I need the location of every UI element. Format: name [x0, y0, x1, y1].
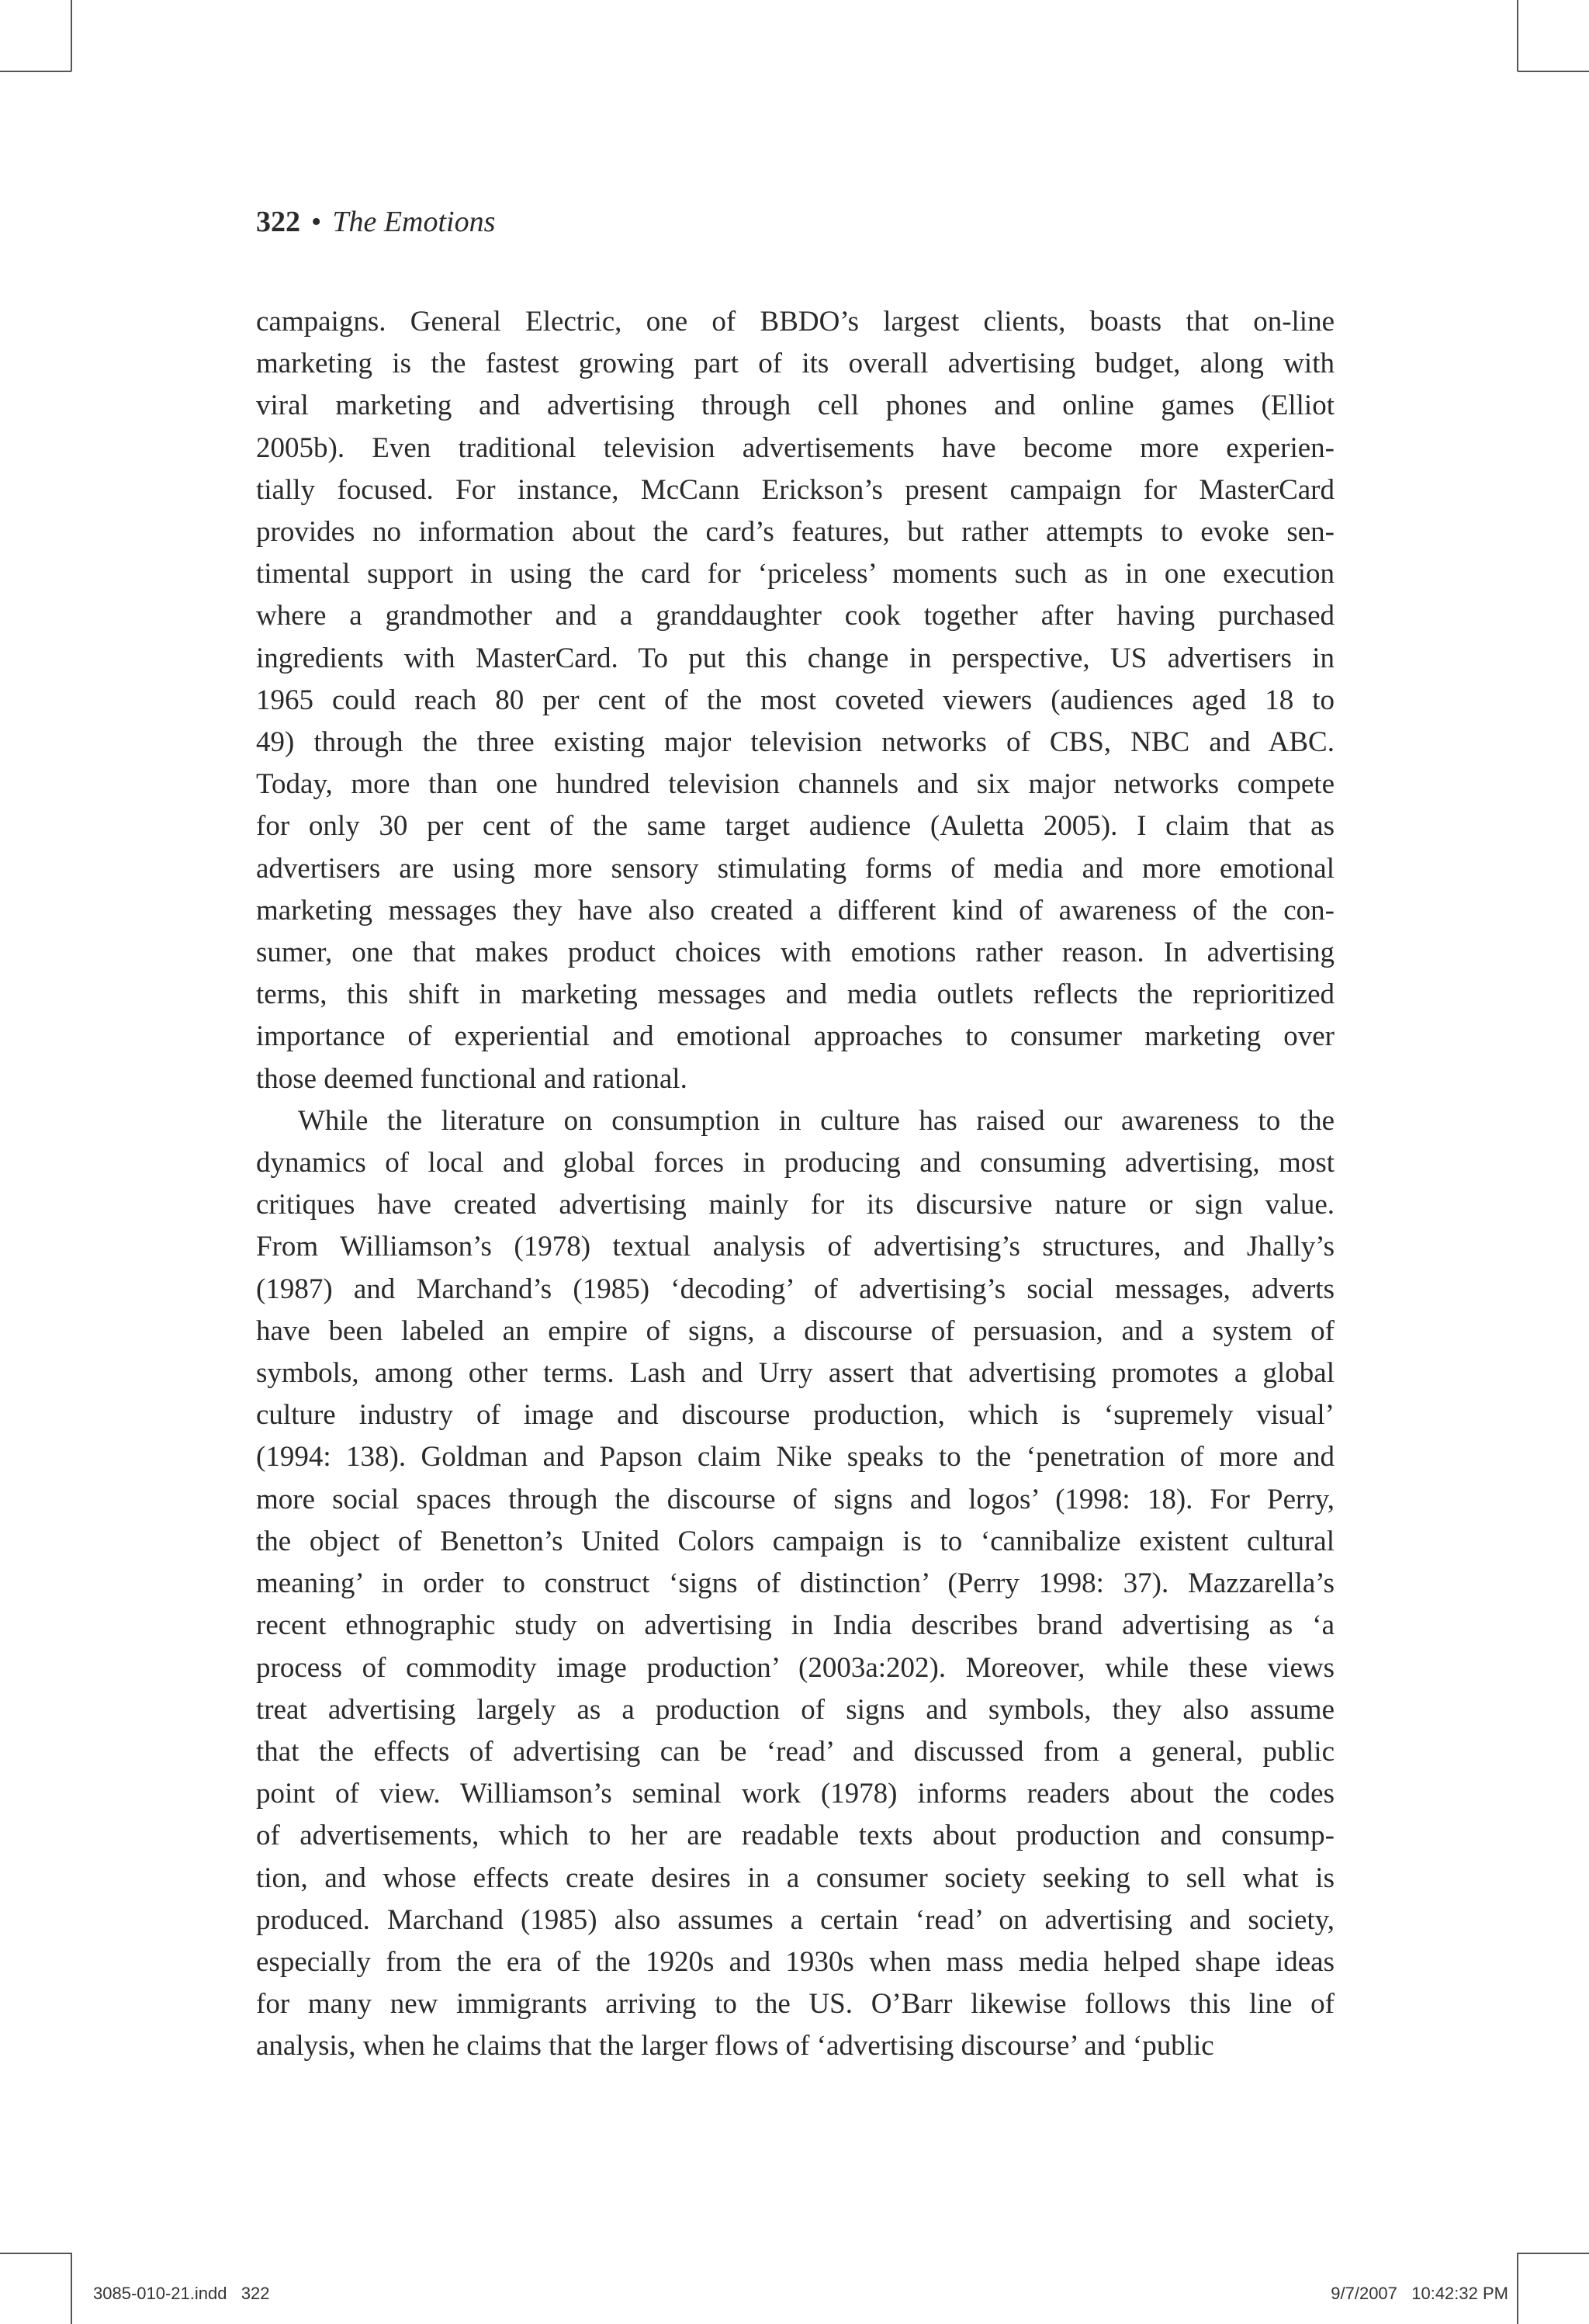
crop-mark-top-left-vertical [71, 0, 72, 71]
text-line: terms, this shift in marketing messages and media outlets reflects the reprioritized [256, 978, 1335, 1011]
text-line: campaigns. General Electric, one of BBDO’s largest clients, boasts that on-line [256, 306, 1335, 338]
text-line: dynamics of local and global forces in producing and consuming advertising, most [256, 1147, 1335, 1179]
text-line: marketing is the fastest growing part of its overall advertising budget, along with [256, 348, 1335, 380]
text-line: tion, and whose effects create desires in a consumer society seeking to sell what is [256, 1862, 1335, 1894]
text-line: process of commodity image production’ (2003a:202). Moreover, while these views [256, 1651, 1335, 1684]
text-line: 1965 could reach 80 per cent of the most coveted viewers (audiences aged 18 to [256, 684, 1335, 716]
body-text [256, 301, 1335, 2068]
text-line: recent ethnographic study on advertising in India describes brand advertising as ‘a [256, 1609, 1335, 1642]
text-line: timental support in using the card for ‘priceless’ moments such as in one execution [256, 558, 1335, 591]
text-line: where a grandmother and a granddaughter cook together after having purchased [256, 600, 1335, 632]
text-line: Today, more than one hundred television channels and six major networks compete [256, 768, 1335, 801]
text-line: provides no information about the card’s features, but rather attempts to evoke sen- [256, 516, 1335, 549]
text-line: have been labeled an empire of signs, a discourse of persuasion, and a system of [256, 1314, 1335, 1347]
running-head-bullet: • [311, 206, 322, 238]
text-line: the object of Benetton’s United Colors campaign is to ‘cannibalize existent cultural [256, 1525, 1335, 1557]
text-line: critiques have created advertising mainly for its discursive nature or sign value. [256, 1189, 1335, 1221]
slug-timestamp: 9/7/2007 10:42:32 PM [1331, 2284, 1508, 2303]
text-line: 2005b). Even traditional television advertisements have become more experien- [256, 431, 1335, 464]
text-line: symbols, among other terms. Lash and Urry assert that advertising promotes a global [256, 1357, 1335, 1390]
text-line: While the literature on consumption in culture has raised our awareness to the [298, 1104, 1335, 1137]
crop-mark-bottom-right-vertical [1517, 2253, 1518, 2324]
crop-mark-bottom-left-vertical [71, 2253, 72, 2324]
text-line: (1994: 138). Goldman and Papson claim Nike speaks to the ‘penetration of more and [256, 1441, 1335, 1474]
text-line: viral marketing and advertising through cell phones and online games (Elliot [256, 390, 1335, 422]
text-line: especially from the era of the 1920s and 1930s when mass media helped shape ideas [256, 1945, 1335, 1978]
text-line: point of view. Williamson’s seminal work (1978) informs readers about the codes [256, 1778, 1335, 1810]
text-line: 49) through the three existing major television networks of CBS, NBC and ABC. [256, 726, 1335, 759]
text-line: tially focused. For instance, McCann Erickson’s present campaign for MasterCard [256, 473, 1335, 506]
text-line: those deemed functional and rational. [256, 1062, 687, 1095]
text-line: (1987) and Marchand’s (1985) ‘decoding’ of advertising’s social messages, adverts [256, 1273, 1335, 1305]
text-line: meaning’ in order to construct ‘signs of distinction’ (Perry 1998: 37). Mazzarella’s [256, 1567, 1335, 1600]
paragraph [256, 301, 1335, 1100]
text-line: culture industry of image and discourse production, which is ‘supremely visual’ [256, 1399, 1335, 1432]
crop-mark-bottom-right-horizontal [1518, 2253, 1589, 2254]
text-line: treat advertising largely as a production of signs and symbols, they also assume [256, 1693, 1335, 1726]
text-line: for many new immigrants arriving to the US. O’Barr likewise follows this line of [256, 1988, 1335, 2021]
text-line: of advertisements, which to her are readable texts about production and consump- [256, 1820, 1335, 1852]
text-line: importance of experiential and emotional approaches to consumer marketing over [256, 1020, 1335, 1053]
text-line: that the effects of advertising can be ‘read’ and discussed from a general, public [256, 1735, 1335, 1768]
text-line: marketing messages they have also created a different kind of awareness of the con- [256, 894, 1335, 926]
text-line: From Williamson’s (1978) textual analysis of advertising’s structures, and Jhally’s [256, 1231, 1335, 1263]
text-line: for only 30 per cent of the same target audience (Auletta 2005). I claim that as [256, 810, 1335, 843]
text-line: analysis, when he claims that the larger flows of ‘advertising discourse’ and ‘public [256, 2030, 1214, 2063]
text-line: produced. Marchand (1985) also assumes a certain ‘read’ on advertising and society, [256, 1903, 1335, 1936]
text-line: ingredients with MasterCard. To put this change in perspective, US advertisers in [256, 642, 1335, 674]
crop-mark-top-right-vertical [1517, 0, 1518, 71]
crop-mark-bottom-left-horizontal [0, 2253, 71, 2254]
slug-filename: 3085-010-21.indd 322 [93, 2284, 270, 2303]
page-number: 322 [256, 206, 300, 238]
paragraph [256, 1100, 1335, 2068]
text-line: sumer, one that makes product choices with emotions rather reason. In advertising [256, 937, 1335, 969]
chapter-title: The Emotions [332, 206, 496, 238]
crop-mark-top-left-horizontal [0, 71, 71, 72]
text-line: advertisers are using more sensory stimulating forms of media and more emotional [256, 852, 1335, 885]
crop-mark-top-right-horizontal [1518, 71, 1589, 72]
running-head [256, 203, 495, 241]
text-line: more social spaces through the discourse of signs and logos’ (1998: 18). For Perry, [256, 1483, 1335, 1515]
